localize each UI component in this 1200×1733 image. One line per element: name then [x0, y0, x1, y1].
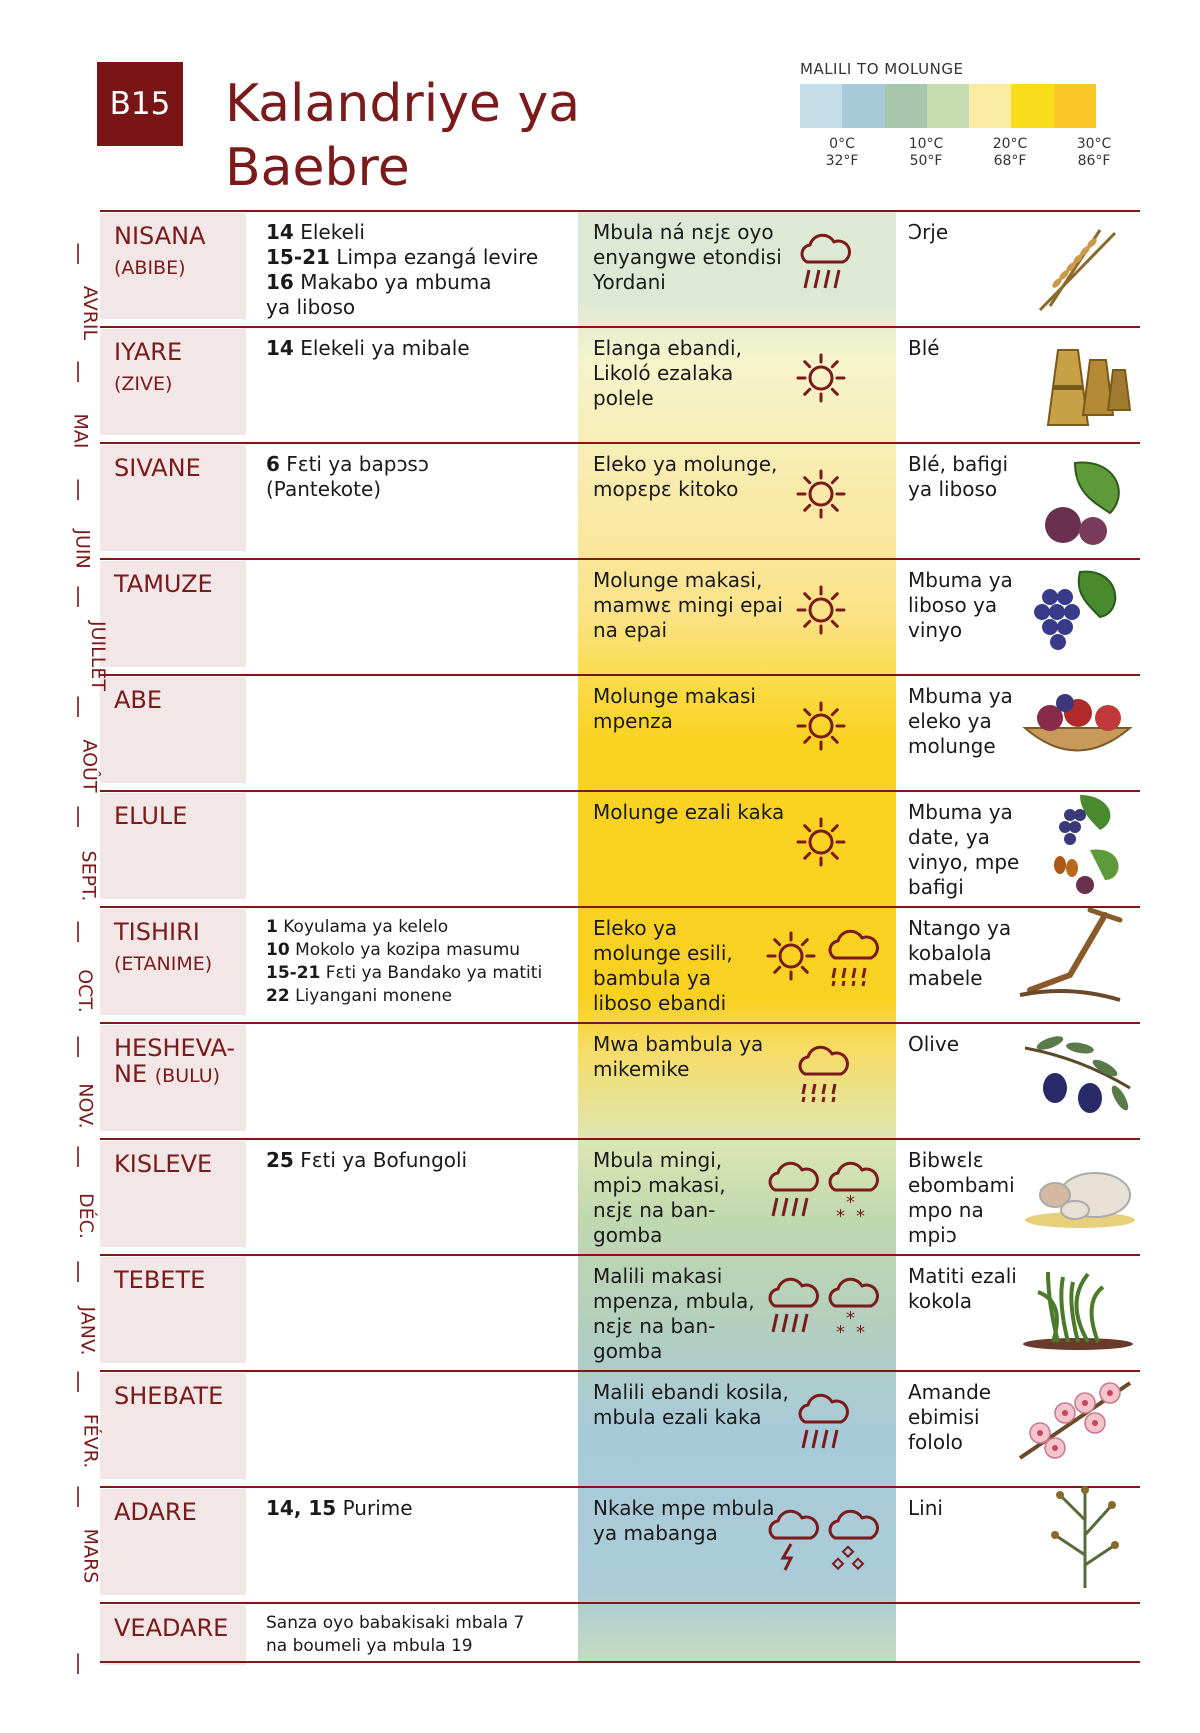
weather-icon-slot	[763, 1160, 821, 1224]
weather-icon-slot	[793, 814, 849, 870]
gregorian-month-label	[63, 1413, 102, 1469]
festival-day: 15-21	[266, 245, 330, 269]
crop-illustration	[1040, 1480, 1130, 1594]
fig-icon	[1025, 453, 1135, 553]
weather-icon-slot	[793, 1392, 851, 1456]
svg-text:*: *	[836, 1206, 845, 1224]
festival-day: 15-21	[266, 963, 321, 983]
wheat-sheaf-icon	[1028, 330, 1138, 430]
festival-entry	[266, 270, 566, 295]
festival-text: na boumeli ya mbula 19	[266, 1636, 473, 1656]
weather-icon-slot	[793, 582, 849, 638]
legend-swatch-6	[1054, 84, 1096, 128]
festival-entry	[266, 1496, 566, 1521]
festival-entry	[266, 962, 566, 985]
gregorian-month-text: JANV.	[76, 1306, 99, 1356]
hebrew-month-name: TEBETE	[114, 1266, 206, 1294]
month-label	[114, 1035, 235, 1089]
month-alt-name: (ZIVE)	[114, 373, 173, 395]
weather-text: Molunge makasi mpenza	[593, 684, 756, 733]
festival-day: 22	[266, 986, 290, 1006]
festival-text: Purime	[336, 1496, 413, 1520]
sun-icon	[763, 928, 819, 984]
month-label	[114, 455, 201, 481]
rain-cloud-icon	[763, 1276, 821, 1340]
axis-tick: |	[74, 1650, 82, 1674]
festival-text: ya liboso	[266, 295, 356, 319]
legend-tick-fahrenheit: 32°F	[825, 153, 859, 169]
hebrew-month-name: TAMUZE	[114, 570, 213, 598]
weather-text: Elanga ebandi, Likoló ezalaka polele	[593, 336, 742, 410]
gregorian-month-label	[63, 739, 101, 793]
hail-cloud-icon	[823, 1508, 881, 1572]
gregorian-month-text: OCT.	[73, 969, 96, 1013]
festival-entry	[266, 916, 566, 939]
hebrew-month-name: VEADARE	[114, 1614, 229, 1642]
hebrew-month-name-cont: NE	[114, 1060, 148, 1088]
gregorian-month-label	[63, 285, 102, 341]
gregorian-month-label	[63, 529, 94, 569]
festival-entry	[266, 477, 566, 502]
month-alt-name: (BULU)	[154, 1065, 221, 1087]
legend-swatch-0	[800, 84, 842, 128]
legend-swatch-2	[885, 84, 927, 128]
crop-illustration	[1018, 1262, 1138, 1356]
festival-day: 10	[266, 940, 290, 960]
axis-tick: |	[74, 476, 82, 500]
gregorian-month-text: MAI	[69, 413, 92, 449]
hebrew-month-name: KISLEVE	[114, 1150, 213, 1178]
festival-text: Elekeli	[293, 220, 365, 244]
crop-illustration	[1015, 1368, 1135, 1472]
gregorian-month-label	[63, 850, 100, 902]
legend-swatch-5	[1011, 84, 1053, 128]
crop-illustration	[1020, 1150, 1140, 1234]
weather-text: Mbula mingi, mpiɔ makasi, nɛjɛ na ban-gomba	[593, 1148, 726, 1247]
festival-text: Sanza oyo babakisaki mbala 7	[266, 1613, 525, 1633]
weather-text: Malili makasi mpenza, mbula, nɛjɛ na ban-gomba	[593, 1264, 755, 1363]
weather-icon-slot	[763, 1276, 821, 1340]
month-label	[114, 1499, 197, 1525]
legend-tick	[980, 136, 1040, 170]
month-alt-name: (ETANIME)	[114, 953, 213, 975]
festival-entry	[266, 220, 566, 245]
gregorian-month-text: JUILLET	[86, 621, 109, 691]
gregorian-month-text: JUIN	[71, 529, 94, 569]
svg-text:*: *	[856, 1206, 865, 1224]
legend-tick	[812, 136, 872, 170]
weather-icon-slot	[823, 1508, 881, 1572]
crop-illustration	[1025, 453, 1135, 557]
festivals	[266, 452, 566, 502]
month-label	[114, 803, 187, 829]
svg-text:*: *	[846, 1192, 855, 1213]
gregorian-month-text: AVRIL	[79, 285, 102, 341]
crop-text: Amande ebimisi fololo	[908, 1380, 992, 1454]
grapes-icon	[1020, 562, 1130, 662]
crop-text: Ɔrje	[908, 220, 949, 244]
weather-text: Nkake mpe mbula ya mabanga	[593, 1496, 775, 1545]
axis-tick: |	[74, 1483, 82, 1507]
weather-icon-slot	[763, 1508, 821, 1572]
month-label	[114, 1615, 228, 1641]
snow-cloud-icon	[823, 1160, 881, 1224]
olive-icon	[1020, 1028, 1135, 1123]
festival-day: 6	[266, 452, 280, 476]
festival-day: 14	[266, 336, 294, 360]
festival-entry	[266, 985, 566, 1008]
axis-tick: |	[74, 240, 82, 264]
legend-tick-fahrenheit: 50°F	[909, 153, 943, 169]
row-divider	[100, 674, 1140, 676]
festival-text: Fɛti ya Bofungoli	[293, 1148, 468, 1172]
crop-illustration	[1020, 678, 1135, 772]
crop-text: Matiti ezali kokola	[908, 1264, 1017, 1313]
gregorian-month-label	[63, 1083, 97, 1129]
crop-illustration	[1028, 330, 1138, 434]
axis-tick: |	[74, 1368, 82, 1392]
weather-text: Malili ebandi kosila, mbula ezali kaka	[593, 1380, 789, 1429]
gregorian-month-label	[63, 1528, 102, 1584]
legend-ticks	[800, 128, 1120, 168]
legend-swatch-4	[969, 84, 1011, 128]
festival-text: Elekeli ya mibale	[293, 336, 470, 360]
festival-entry	[266, 295, 566, 320]
title-line-1: Kalandriye ya	[225, 74, 581, 134]
axis-tick: |	[74, 803, 82, 827]
crop-illustration	[1010, 905, 1130, 1009]
weather-text: Eleko ya molunge esili, bambula ya liboso ebandi	[593, 916, 733, 1015]
sheep-icon	[1020, 1150, 1140, 1230]
temperature-legend	[800, 60, 1120, 168]
row-divider	[100, 1254, 1140, 1256]
thunderstorm-cloud-icon	[763, 1508, 821, 1572]
festival-entry	[266, 452, 566, 477]
festivals	[266, 336, 566, 361]
legend-tick-celsius: 0°C	[829, 136, 855, 152]
row-divider	[100, 1486, 1140, 1488]
axis-tick: |	[74, 1033, 82, 1057]
weather-icon-slot	[793, 698, 849, 754]
festival-text: Makabo ya mbuma	[293, 270, 492, 294]
crop-text: Blé	[908, 336, 940, 360]
festivals	[266, 220, 566, 320]
legend-tick-celsius: 30°C	[1076, 136, 1112, 152]
legend-title: MALILI TO MOLUNGE	[800, 60, 964, 78]
legend-tick-celsius: 10°C	[908, 136, 944, 152]
hebrew-month-name: HESHEVA-	[114, 1034, 236, 1062]
crop-text: Mbuma ya date, ya vinyo, mpe bafigi	[908, 800, 1020, 899]
sun-icon	[793, 582, 849, 638]
hebrew-month-name: SIVANE	[114, 454, 201, 482]
row-divider	[100, 906, 1140, 908]
legend-tick	[1064, 136, 1124, 170]
legend-tick-fahrenheit: 68°F	[993, 153, 1027, 169]
festival-text: Liyangani monene	[289, 986, 453, 1006]
sun-icon	[793, 814, 849, 870]
month-label	[114, 223, 206, 281]
hebrew-month-name: NISANA	[114, 222, 206, 250]
festival-text: Fɛti ya Bandako ya matiti	[320, 963, 543, 983]
hebrew-month-name: ELULE	[114, 802, 188, 830]
row-divider	[100, 558, 1140, 560]
month-label	[114, 919, 212, 977]
festivals	[266, 1496, 566, 1521]
festival-entry	[266, 336, 566, 361]
festivals	[266, 916, 566, 1008]
festivals	[266, 1612, 566, 1658]
svg-text:*: *	[846, 1308, 855, 1329]
gregorian-month-label	[63, 969, 96, 1013]
festival-text: Limpa ezangá levire	[329, 245, 539, 269]
row-divider	[100, 210, 1140, 212]
month-label	[114, 1383, 223, 1409]
axis-tick: |	[74, 1143, 82, 1167]
festival-entry	[266, 1635, 566, 1658]
hebrew-month-name: ADARE	[114, 1498, 197, 1526]
page-title	[225, 72, 605, 200]
festival-text: Mokolo ya kozipa masumu	[289, 940, 521, 960]
gregorian-month-text: AOÛT	[78, 739, 101, 793]
legend-tick	[896, 136, 956, 170]
gregorian-month-label	[63, 1306, 99, 1356]
gregorian-month-text: NOV.	[74, 1083, 97, 1129]
axis-tick: |	[74, 918, 82, 942]
row-divider	[100, 1138, 1140, 1140]
legend-tick-fahrenheit: 86°F	[1077, 153, 1111, 169]
crop-text: Lini	[908, 1496, 943, 1520]
row-divider	[100, 1661, 1140, 1663]
axis-tick: |	[74, 583, 82, 607]
festival-day: 14, 15	[266, 1496, 337, 1520]
month-label	[114, 571, 213, 597]
weather-icon-slot	[793, 1044, 851, 1108]
title-line-2: Baebre	[225, 138, 410, 198]
month-alt-name: (ABIBE)	[114, 257, 186, 279]
row-divider	[100, 442, 1140, 444]
weather-icon-slot	[793, 466, 849, 522]
crop-text: Bibwɛlɛ ebombami mpo na mpiɔ	[908, 1148, 1015, 1247]
weather-icon-slot	[795, 232, 853, 296]
light-rain-cloud-icon	[793, 1044, 851, 1108]
rain-cloud-icon	[795, 232, 853, 296]
legend-swatch-3	[927, 84, 969, 128]
sun-icon	[793, 698, 849, 754]
light-rain-cloud-icon	[823, 928, 881, 992]
month-label	[114, 1267, 205, 1293]
plow-icon	[1010, 905, 1130, 1005]
weather-text: Mbula ná nɛjɛ oyo enyangwe etondisi Yordani	[593, 220, 782, 294]
hebrew-month-name: ABE	[114, 686, 163, 714]
month-label	[114, 687, 162, 713]
sun-icon	[793, 466, 849, 522]
festival-entry	[266, 245, 566, 270]
axis-tick: |	[74, 1258, 82, 1282]
gregorian-month-text: SEPT.	[77, 850, 100, 902]
flax-icon	[1040, 1480, 1130, 1590]
barley-icon	[1030, 218, 1130, 318]
rain-cloud-icon	[793, 1392, 851, 1456]
section-badge: B15	[97, 62, 183, 146]
gregorian-month-label	[63, 413, 93, 449]
row-divider	[100, 326, 1140, 328]
festival-text: (Pantekote)	[266, 477, 382, 501]
weather-text: Molunge makasi, mamwɛ mingi epai na epai	[593, 568, 783, 642]
weather-icon-slot	[763, 928, 819, 984]
festival-day: 1	[266, 917, 278, 937]
row-divider	[100, 1370, 1140, 1372]
row-divider	[100, 1602, 1140, 1604]
crop-illustration	[1030, 790, 1130, 904]
grass-icon	[1018, 1262, 1138, 1352]
legend-color-scale	[800, 84, 1120, 128]
crop-text: Mbuma ya eleko ya molunge	[908, 684, 1013, 758]
svg-text:*: *	[856, 1322, 865, 1340]
legend-tick-celsius: 20°C	[992, 136, 1028, 152]
month-label	[114, 339, 182, 397]
hebrew-month-name: SHEBATE	[114, 1382, 224, 1410]
crop-text: Blé, bafigi ya liboso	[908, 452, 1009, 501]
festival-day: 16	[266, 270, 294, 294]
crop-illustration	[1020, 1028, 1135, 1127]
rain-cloud-icon	[763, 1160, 821, 1224]
axis-tick: |	[74, 693, 82, 717]
festival-day: 25	[266, 1148, 294, 1172]
almond-blossom-icon	[1015, 1368, 1135, 1468]
axis-tick: |	[74, 358, 82, 382]
crop-illustration	[1020, 562, 1130, 666]
hebrew-month-name: TISHIRI	[114, 918, 200, 946]
crop-text: Olive	[908, 1032, 959, 1056]
festival-text: Koyulama ya kelelo	[277, 917, 449, 937]
festival-entry	[266, 939, 566, 962]
row-divider	[100, 790, 1140, 792]
dates-grapes-figs-icon	[1030, 790, 1130, 900]
weather-text: Molunge ezali kaka	[593, 800, 785, 824]
crop-text: Mbuma ya liboso ya vinyo	[908, 568, 1013, 642]
gregorian-month-axis	[63, 240, 109, 1674]
hebrew-month-name: IYARE	[114, 338, 183, 366]
snow-cloud-icon	[823, 1276, 881, 1340]
crop-text: Ntango ya kobalola mabele	[908, 916, 1012, 990]
festival-day: 14	[266, 220, 294, 244]
weather-text: Eleko ya molunge, mopɛpɛ kitoko	[593, 452, 778, 501]
weather-icon-slot	[823, 1160, 881, 1224]
weather-text: Mwa bambula ya mikemike	[593, 1032, 764, 1081]
gregorian-month-label	[63, 1193, 97, 1239]
gregorian-month-text: FÉVR.	[79, 1413, 102, 1469]
month-label	[114, 1151, 212, 1177]
crop-illustration	[1030, 218, 1130, 322]
weather-icon-slot	[823, 1276, 881, 1340]
gregorian-month-text: DÉC.	[74, 1193, 97, 1239]
fruit-basket-icon	[1020, 678, 1135, 768]
weather-icon-slot	[793, 350, 849, 406]
festivals	[266, 1148, 566, 1173]
legend-swatch-1	[842, 84, 884, 128]
festival-entry	[266, 1148, 566, 1173]
gregorian-month-label	[63, 621, 109, 691]
gregorian-month-text: MARS	[79, 1528, 102, 1584]
festival-entry	[266, 1612, 566, 1635]
sun-icon	[793, 350, 849, 406]
svg-text:*: *	[836, 1322, 845, 1340]
weather-icon-slot	[823, 928, 881, 992]
festival-text: Fɛti ya bapɔsɔ	[279, 452, 429, 476]
row-divider	[100, 1022, 1140, 1024]
